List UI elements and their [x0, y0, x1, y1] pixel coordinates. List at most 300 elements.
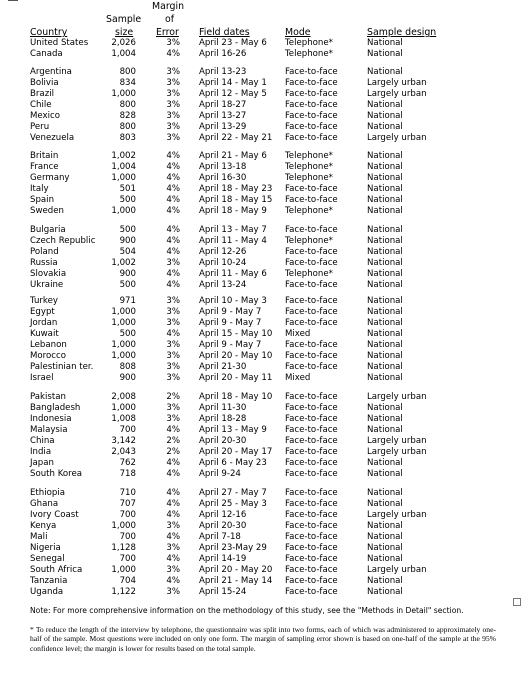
- sample-design-cell: National: [367, 586, 403, 597]
- sample-size-cell: 700: [119, 553, 136, 564]
- header-sample-size: [115, 27, 133, 38]
- country-cell: Kenya: [30, 520, 57, 531]
- sample-design-cell: National: [367, 542, 403, 553]
- country-cell: Morocco: [30, 350, 66, 361]
- margin-error-cell: 4%: [166, 246, 180, 257]
- mode-cell: Face-to-face: [285, 257, 338, 268]
- margin-error-cell: 3%: [166, 257, 180, 268]
- country-cell: Ukraine: [30, 279, 64, 290]
- header-error-wrap: [156, 27, 179, 38]
- mode-cell: Face-to-face: [285, 225, 338, 235]
- country-cell: Ghana: [30, 498, 59, 509]
- country-cell: Brazil: [30, 88, 54, 99]
- margin-error-cell: 3%: [166, 361, 180, 372]
- sample-design-cell: Largely urban: [367, 78, 427, 88]
- field-dates-cell: April 12-16: [199, 509, 247, 520]
- sample-design-cell: National: [367, 99, 403, 110]
- field-dates-cell: April 18-28: [199, 413, 247, 424]
- telephone-footnote: * To reduce the length of the interview by telephone, the questionnaire was split into two forms, each of which was administered to approximately one-half of the sample. Most questions were included on only one form. The margin of sampling error shown is based on one-half of the sample at the 95% confidence level; the margin is lower for results based on the total sample.: [30, 625, 496, 653]
- country-cell: Turkey: [30, 296, 58, 306]
- sample-size-cell: 501: [119, 183, 136, 194]
- sample-size-cell: 704: [119, 575, 136, 586]
- mode-cell: Telephone*: [285, 205, 333, 216]
- sample-size-cell: 500: [119, 279, 136, 290]
- country-cell: France: [30, 161, 59, 172]
- sample-size-cell: 1,000: [111, 350, 136, 361]
- sample-size-cell: 504: [119, 246, 136, 257]
- margin-error-cell: 3%: [166, 520, 180, 531]
- field-dates-cell: April 20 - May 11: [199, 372, 273, 383]
- field-dates-cell: April 23-May 29: [199, 542, 267, 553]
- margin-error-cell: 3%: [166, 88, 180, 99]
- country-cell: Tanzania: [30, 575, 68, 586]
- sample-size-cell: 800: [119, 67, 136, 77]
- header-margin: Margin: [152, 1, 185, 12]
- mode-cell: Face-to-face: [285, 424, 338, 435]
- field-dates-cell: April 13-27: [199, 110, 247, 121]
- margin-error-cell: 4%: [166, 531, 180, 542]
- mode-cell: Face-to-face: [285, 194, 338, 205]
- field-dates-cell: April 9-24: [199, 468, 241, 479]
- sample-design-cell: Largely urban: [367, 88, 427, 99]
- country-cell: Pakistan: [30, 392, 66, 402]
- sample-size-cell: 2,043: [111, 446, 136, 457]
- sample-size-cell: 1,008: [111, 413, 136, 424]
- mode-cell: Face-to-face: [285, 435, 338, 446]
- sample-size-cell: 1,000: [111, 402, 136, 413]
- field-dates-cell: April 18-27: [199, 99, 247, 110]
- field-dates-cell: April 18 - May 9: [199, 205, 267, 216]
- sample-size-cell: 2,026: [111, 38, 136, 48]
- header-sample-top: Sample: [106, 14, 142, 25]
- mode-cell: Face-to-face: [285, 183, 338, 194]
- field-dates-cell: April 13-29: [199, 121, 247, 132]
- field-dates-cell: April 20-30: [199, 520, 247, 531]
- margin-error-cell: 2%: [166, 435, 180, 446]
- sample-design-cell: National: [367, 361, 403, 372]
- sample-design-cell: National: [367, 468, 403, 479]
- mode-cell: Telephone*: [285, 49, 333, 59]
- field-dates-cell: April 11 - May 6: [199, 268, 267, 279]
- sample-size-cell: 500: [119, 194, 136, 205]
- margin-error-cell: 4%: [166, 488, 180, 498]
- mode-cell: Face-to-face: [285, 564, 338, 575]
- country-cell: Jordan: [30, 317, 58, 328]
- field-dates-cell: April 20 - May 17: [199, 446, 273, 457]
- field-dates-cell: April 9 - May 7: [199, 317, 262, 328]
- country-cell: Peru: [30, 121, 50, 132]
- mode-cell: Face-to-face: [285, 306, 338, 317]
- sample-size-cell: 3,142: [111, 435, 136, 446]
- mode-cell: Mixed: [285, 328, 311, 339]
- top-rule: [8, 0, 18, 1]
- margin-error-cell: 4%: [166, 225, 180, 235]
- country-cell: Malaysia: [30, 424, 68, 435]
- country-cell: Britain: [30, 151, 59, 161]
- sample-design-cell: National: [367, 235, 403, 246]
- country-cell: Japan: [30, 457, 54, 468]
- sample-design-cell: National: [367, 339, 403, 350]
- mode-cell: Face-to-face: [285, 457, 338, 468]
- sample-size-cell: 700: [119, 531, 136, 542]
- country-cell: Bulgaria: [30, 225, 66, 235]
- margin-error-cell: 3%: [166, 564, 180, 575]
- sample-design-cell: National: [367, 194, 403, 205]
- margin-error-cell: 4%: [166, 49, 180, 59]
- margin-error-cell: 3%: [166, 350, 180, 361]
- country-cell: Nigeria: [30, 542, 61, 553]
- sample-design-cell: National: [367, 257, 403, 268]
- margin-error-cell: 4%: [166, 161, 180, 172]
- sample-size-cell: 1,000: [111, 88, 136, 99]
- sample-size-cell: 500: [119, 328, 136, 339]
- margin-error-cell: 3%: [166, 413, 180, 424]
- mode-cell: Face-to-face: [285, 575, 338, 586]
- field-dates-cell: April 13 - May 7: [199, 225, 267, 235]
- mode-cell: Face-to-face: [285, 361, 338, 372]
- sample-size-cell: 1,002: [111, 257, 136, 268]
- mode-cell: Face-to-face: [285, 350, 338, 361]
- margin-error-cell: 4%: [166, 424, 180, 435]
- country-cell: South Korea: [30, 468, 83, 479]
- header-of: of: [165, 14, 175, 25]
- country-cell: Czech Republic: [30, 235, 96, 246]
- margin-error-cell: 4%: [166, 235, 180, 246]
- sample-design-cell: National: [367, 183, 403, 194]
- sample-size-cell: 800: [119, 121, 136, 132]
- sample-size-cell: 1,000: [111, 339, 136, 350]
- sample-size-cell: 1,128: [111, 542, 136, 553]
- header-field-dates: Field dates: [199, 27, 250, 38]
- field-dates-cell: April 10 - May 3: [199, 296, 267, 306]
- sample-design-cell: National: [367, 498, 403, 509]
- field-dates-cell: April 21 - May 6: [199, 151, 267, 161]
- country-cell: India: [30, 446, 52, 457]
- mode-cell: Telephone*: [285, 38, 333, 48]
- header-country: Country: [30, 27, 68, 38]
- sample-design-cell: Largely urban: [367, 392, 427, 402]
- sample-size-cell: 1,000: [111, 306, 136, 317]
- field-dates-cell: April 13 - May 9: [199, 424, 267, 435]
- sample-design-cell: National: [367, 424, 403, 435]
- header-mode: Mode: [285, 27, 311, 38]
- sample-size-cell: 700: [119, 509, 136, 520]
- methodology-note: Note: For more comprehensive information on the methodology of this study, see the "Methods in Detail" section.: [30, 606, 464, 615]
- margin-error-cell: 4%: [166, 151, 180, 161]
- country-cell: Ethiopia: [30, 488, 66, 498]
- country-cell: Italy: [30, 183, 49, 194]
- field-dates-cell: April 9 - May 7: [199, 306, 262, 317]
- country-cell: Russia: [30, 257, 58, 268]
- header-sample-design: Sample design: [367, 27, 437, 38]
- mode-cell: Face-to-face: [285, 317, 338, 328]
- mode-cell: Telephone*: [285, 268, 333, 279]
- sample-size-cell: 1,004: [111, 49, 136, 59]
- country-cell: China: [30, 435, 55, 446]
- field-dates-cell: April 12-26: [199, 246, 247, 257]
- country-cell: Argentina: [30, 67, 72, 77]
- mode-cell: Face-to-face: [285, 339, 338, 350]
- margin-error-cell: 4%: [166, 457, 180, 468]
- mode-cell: Face-to-face: [285, 468, 338, 479]
- sample-design-cell: National: [367, 279, 403, 290]
- country-cell: Uganda: [30, 586, 64, 597]
- margin-error-cell: 3%: [166, 402, 180, 413]
- header-mode-wrap: [285, 27, 311, 38]
- sample-design-cell: National: [367, 402, 403, 413]
- field-dates-cell: April 16-26: [199, 49, 247, 59]
- field-dates-cell: April 14 - May 1: [199, 78, 267, 88]
- mode-cell: Telephone*: [285, 172, 333, 183]
- sample-design-cell: National: [367, 350, 403, 361]
- field-dates-cell: April 23 - May 6: [199, 38, 267, 48]
- mode-cell: Face-to-face: [285, 121, 338, 132]
- sample-size-cell: 834: [119, 78, 136, 88]
- header-design-wrap: [367, 27, 436, 38]
- margin-error-cell: 3%: [166, 38, 180, 48]
- field-dates-cell: April 18 - May 10: [199, 392, 273, 402]
- sample-design-cell: National: [367, 372, 403, 383]
- mode-cell: Face-to-face: [285, 110, 338, 121]
- mode-cell: Face-to-face: [285, 296, 338, 306]
- sample-design-cell: National: [367, 110, 403, 121]
- sample-design-cell: National: [367, 161, 403, 172]
- country-cell: Indonesia: [30, 413, 72, 424]
- margin-error-cell: 3%: [166, 67, 180, 77]
- sample-design-cell: National: [367, 317, 403, 328]
- mode-cell: Face-to-face: [285, 78, 338, 88]
- country-cell: Sweden: [30, 205, 64, 216]
- country-cell: Bangladesh: [30, 402, 81, 413]
- sample-size-cell: 707: [119, 498, 136, 509]
- margin-error-cell: 4%: [166, 498, 180, 509]
- sample-design-cell: National: [367, 488, 403, 498]
- sample-design-cell: Largely urban: [367, 446, 427, 457]
- mode-cell: Face-to-face: [285, 488, 338, 498]
- margin-error-cell: 3%: [166, 339, 180, 350]
- sample-size-cell: 900: [119, 235, 136, 246]
- field-dates-cell: April 21-30: [199, 361, 247, 372]
- margin-error-cell: 4%: [166, 328, 180, 339]
- sample-size-cell: 700: [119, 424, 136, 435]
- country-cell: Palestinian ter.: [30, 361, 94, 372]
- mode-cell: Face-to-face: [285, 542, 338, 553]
- sample-size-cell: 1,000: [111, 172, 136, 183]
- margin-error-cell: 4%: [166, 279, 180, 290]
- mode-cell: Face-to-face: [285, 586, 338, 597]
- sample-design-cell: National: [367, 553, 403, 564]
- sample-design-cell: National: [367, 49, 403, 59]
- country-cell: Lebanon: [30, 339, 67, 350]
- sample-size-cell: 808: [119, 361, 136, 372]
- country-cell: Bolivia: [30, 78, 59, 88]
- field-dates-cell: April 15 - May 10: [199, 328, 273, 339]
- header-country-wrap: [30, 27, 67, 38]
- header-dates-wrap: [199, 27, 250, 38]
- country-cell: Poland: [30, 246, 59, 257]
- sample-size-cell: 803: [119, 132, 136, 143]
- mode-cell: Face-to-face: [285, 520, 338, 531]
- sample-design-cell: National: [367, 306, 403, 317]
- field-dates-cell: April 12 - May 5: [199, 88, 267, 99]
- field-dates-cell: April 13-18: [199, 161, 247, 172]
- country-cell: Mexico: [30, 110, 61, 121]
- sample-design-cell: National: [367, 121, 403, 132]
- mode-cell: Face-to-face: [285, 88, 338, 99]
- mode-cell: Telephone*: [285, 161, 333, 172]
- sample-design-cell: National: [367, 413, 403, 424]
- field-dates-cell: April 25 - May 3: [199, 498, 267, 509]
- margin-error-cell: 4%: [166, 183, 180, 194]
- field-dates-cell: April 15-24: [199, 586, 247, 597]
- mode-cell: Face-to-face: [285, 99, 338, 110]
- sample-size-cell: 718: [119, 468, 136, 479]
- field-dates-cell: April 21 - May 14: [199, 575, 273, 586]
- sample-design-cell: National: [367, 328, 403, 339]
- sample-size-cell: 1,122: [111, 586, 136, 597]
- sample-size-cell: 1,000: [111, 317, 136, 328]
- country-cell: Ivory Coast: [30, 509, 79, 520]
- mode-cell: Face-to-face: [285, 279, 338, 290]
- margin-error-cell: 3%: [166, 99, 180, 110]
- margin-error-cell: 2%: [166, 446, 180, 457]
- sample-size-cell: 1,000: [111, 205, 136, 216]
- field-dates-cell: April 22 - May 21: [199, 132, 273, 143]
- margin-error-cell: 3%: [166, 542, 180, 553]
- field-dates-cell: April 7-18: [199, 531, 241, 542]
- margin-error-cell: 3%: [166, 121, 180, 132]
- sample-design-cell: National: [367, 457, 403, 468]
- margin-error-cell: 3%: [166, 372, 180, 383]
- sample-size-cell: 1,004: [111, 161, 136, 172]
- field-dates-cell: April 10-24: [199, 257, 247, 268]
- mode-cell: Telephone*: [285, 235, 333, 246]
- field-dates-cell: April 16-30: [199, 172, 247, 183]
- mode-cell: Telephone*: [285, 151, 333, 161]
- field-dates-cell: April 27 - May 7: [199, 488, 267, 498]
- sample-design-cell: Largely urban: [367, 132, 427, 143]
- country-cell: Slovakia: [30, 268, 67, 279]
- country-cell: Kuwait: [30, 328, 59, 339]
- sample-size-cell: 971: [119, 296, 136, 306]
- mode-cell: Face-to-face: [285, 531, 338, 542]
- sample-size-cell: 2,008: [111, 392, 136, 402]
- sample-design-cell: Largely urban: [367, 509, 427, 520]
- margin-error-cell: 3%: [166, 296, 180, 306]
- sample-design-cell: Largely urban: [367, 564, 427, 575]
- country-cell: Spain: [30, 194, 55, 205]
- sample-design-cell: National: [367, 268, 403, 279]
- sample-design-cell: National: [367, 205, 403, 216]
- sample-size-cell: 762: [119, 457, 136, 468]
- country-cell: United States: [30, 38, 89, 48]
- field-dates-cell: April 18 - May 23: [199, 183, 273, 194]
- sample-design-cell: National: [367, 575, 403, 586]
- sample-design-cell: Largely urban: [367, 435, 427, 446]
- margin-error-cell: 3%: [166, 132, 180, 143]
- margin-error-cell: 4%: [166, 194, 180, 205]
- sample-size-cell: 710: [119, 488, 136, 498]
- field-dates-cell: April 20 - May 20: [199, 564, 273, 575]
- country-cell: Senegal: [30, 553, 65, 564]
- mode-cell: Face-to-face: [285, 402, 338, 413]
- mode-cell: Face-to-face: [285, 413, 338, 424]
- sample-size-cell: 800: [119, 99, 136, 110]
- field-dates-cell: April 13-24: [199, 279, 247, 290]
- sample-size-cell: 900: [119, 372, 136, 383]
- sample-design-cell: National: [367, 246, 403, 257]
- mode-cell: Face-to-face: [285, 132, 338, 143]
- sample-design-cell: National: [367, 151, 403, 161]
- country-cell: Israel: [30, 372, 54, 383]
- margin-error-cell: 4%: [166, 553, 180, 564]
- mode-cell: Face-to-face: [285, 553, 338, 564]
- margin-error-cell: 4%: [166, 509, 180, 520]
- country-cell: Venezuela: [30, 132, 75, 143]
- sample-size-cell: 828: [119, 110, 136, 121]
- sample-design-cell: National: [367, 67, 403, 77]
- field-dates-cell: April 14-19: [199, 553, 247, 564]
- field-dates-cell: April 20 - May 10: [199, 350, 273, 361]
- mode-cell: Mixed: [285, 372, 311, 383]
- sample-design-cell: National: [367, 296, 403, 306]
- mode-cell: Face-to-face: [285, 392, 338, 402]
- margin-error-cell: 4%: [166, 205, 180, 216]
- country-cell: Chile: [30, 99, 52, 110]
- country-cell: South Africa: [30, 564, 83, 575]
- mode-cell: Face-to-face: [285, 446, 338, 457]
- margin-error-cell: 4%: [166, 268, 180, 279]
- country-cell: Canada: [30, 49, 63, 59]
- margin-error-cell: 3%: [166, 317, 180, 328]
- mode-cell: Face-to-face: [285, 509, 338, 520]
- checkbox[interactable]: [513, 598, 521, 606]
- field-dates-cell: April 6 - May 23: [199, 457, 267, 468]
- country-cell: Germany: [30, 172, 70, 183]
- sample-size-cell: 1,000: [111, 520, 136, 531]
- sample-design-cell: National: [367, 520, 403, 531]
- header-error: Error: [156, 27, 179, 38]
- sample-design-cell: National: [367, 225, 403, 235]
- sample-design-cell: National: [367, 172, 403, 183]
- field-dates-cell: April 11-30: [199, 402, 247, 413]
- margin-error-cell: 3%: [166, 78, 180, 88]
- margin-error-cell: 4%: [166, 468, 180, 479]
- field-dates-cell: April 11 - May 4: [199, 235, 267, 246]
- field-dates-cell: April 18 - May 15: [199, 194, 273, 205]
- margin-error-cell: 3%: [166, 586, 180, 597]
- mode-cell: Face-to-face: [285, 246, 338, 257]
- field-dates-cell: April 13-23: [199, 67, 247, 77]
- margin-error-cell: 3%: [166, 110, 180, 121]
- mode-cell: Face-to-face: [285, 67, 338, 77]
- sample-size-cell: 1,000: [111, 564, 136, 575]
- field-dates-cell: April 9 - May 7: [199, 339, 262, 350]
- mode-cell: Face-to-face: [285, 498, 338, 509]
- sample-size-cell: 1,002: [111, 151, 136, 161]
- field-dates-cell: April 20-30: [199, 435, 247, 446]
- country-cell: Egypt: [30, 306, 55, 317]
- sample-design-cell: National: [367, 531, 403, 542]
- sample-size-cell: 900: [119, 268, 136, 279]
- margin-error-cell: 3%: [166, 306, 180, 317]
- sample-design-cell: National: [367, 38, 403, 48]
- header-size: size: [115, 27, 134, 38]
- sample-size-cell: 500: [119, 225, 136, 235]
- margin-error-cell: 4%: [166, 172, 180, 183]
- margin-error-cell: 2%: [166, 392, 180, 402]
- country-cell: Mali: [30, 531, 48, 542]
